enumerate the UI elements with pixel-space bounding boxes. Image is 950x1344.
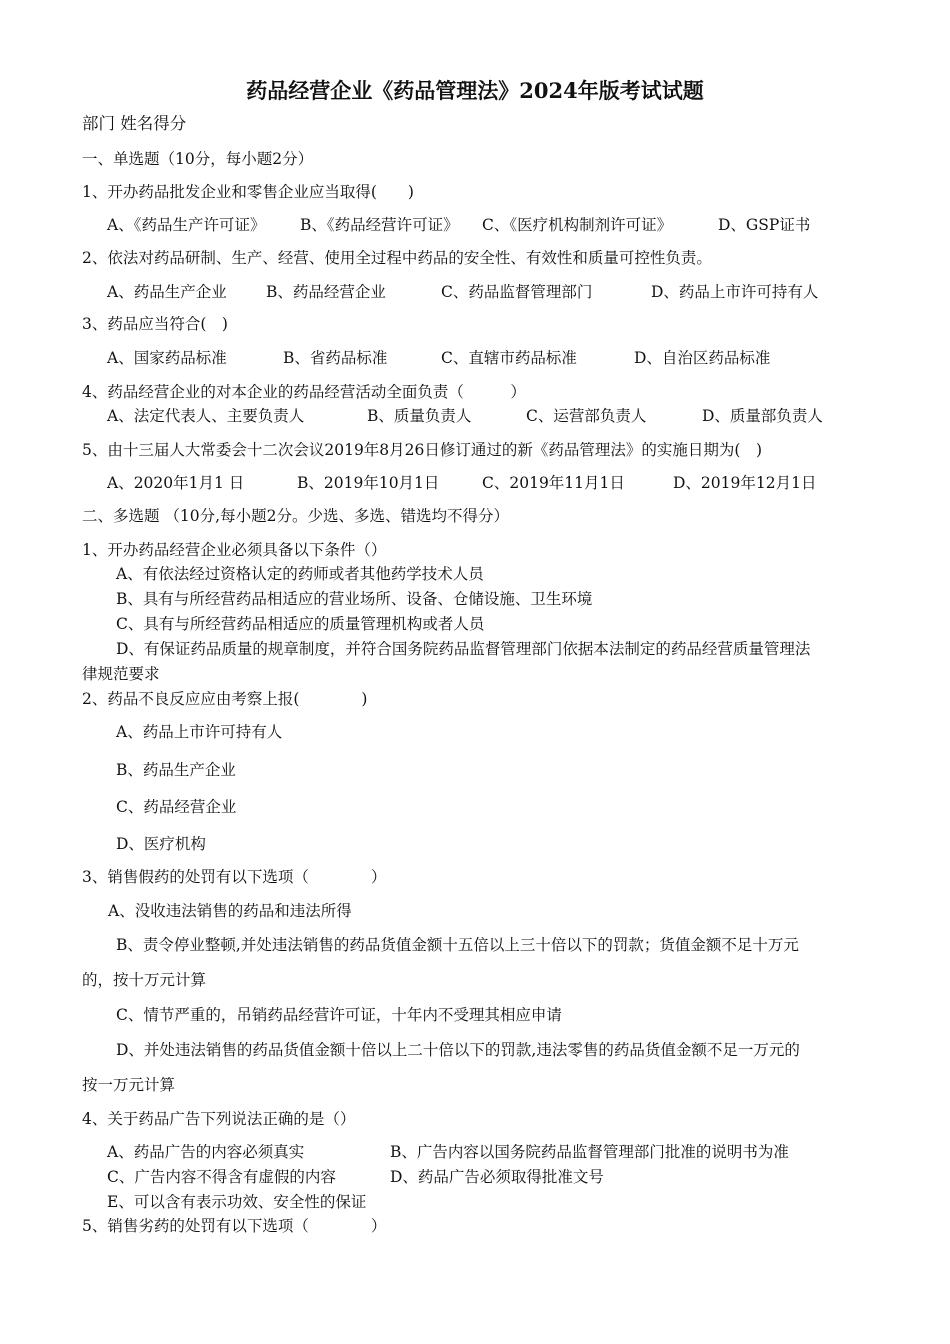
option-d: D、药品广告必须取得批准文号 xyxy=(390,1168,604,1186)
option-b: B、具有与所经营药品相适应的营业场所、设备、仓储设施、卫生环境 xyxy=(116,590,593,608)
option-d-continued: 律规范要求 xyxy=(82,665,160,683)
option-d: D、自治区药品标准 xyxy=(634,349,771,367)
question-stem: 2、依法对药品研制、生产、经营、使用全过程中药品的安全性、有效性和质量可控性负责。 xyxy=(82,249,712,267)
page-title: 药品经营企业《药品管理法》2024年版考试试题 xyxy=(246,78,704,103)
option-a: A、药品广告的内容必须真实 xyxy=(107,1143,305,1161)
option-a: A、2020年1月1 日 xyxy=(107,474,245,492)
option-d: D、有保证药品质量的规章制度，并符合国务院药品监督管理部门依据本法制定的药品经营质量管理法 xyxy=(116,640,811,658)
section-heading-multiple-choice: 二、多选题 （10分,每小题2分。少选、多选、错选均不得分） xyxy=(82,507,509,525)
option-e: E、可以含有表示功效、安全性的保证 xyxy=(107,1193,367,1211)
option-d: D、2019年12月1日 xyxy=(673,474,817,492)
option-b: B、责令停业整顿,并处违法销售的药品货值金额十五倍以上三十倍以下的罚款；货值金额不足十万元 xyxy=(116,936,799,954)
option-c: C、药品经营企业 xyxy=(116,798,237,816)
option-a: A、国家药品标准 xyxy=(107,349,227,367)
option-c: C、药品监督管理部门 xyxy=(441,283,593,301)
option-c: C、直辖市药品标准 xyxy=(441,349,577,367)
option-d: D、质量部负责人 xyxy=(702,407,823,425)
option-b: B、2019年10月1日 xyxy=(297,474,440,492)
question-stem: 4、关于药品广告下列说法正确的是（） xyxy=(82,1110,356,1128)
question-stem: 3、销售假药的处罚有以下选项（ ） xyxy=(82,868,387,886)
option-d: D、并处违法销售的药品货值金额十倍以上二十倍以下的罚款,违法零售的药品货值金额不足一万元的 xyxy=(116,1041,800,1059)
question-stem: 5、销售劣药的处罚有以下选项（ ） xyxy=(82,1217,387,1235)
option-b: B、广告内容以国务院药品监督管理部门批准的说明书为准 xyxy=(390,1143,789,1161)
question-stem: 1、开办药品经营企业必须具备以下条件（） xyxy=(82,541,387,559)
option-a: A、有依法经过资格认定的药师或者其他药学技术人员 xyxy=(116,565,484,583)
option-b: B、药品经营企业 xyxy=(266,283,386,301)
question-stem: 2、药品不良反应应由考察上报( ) xyxy=(82,690,368,708)
option-c: C、广告内容不得含有虚假的内容 xyxy=(107,1168,336,1186)
option-a: A、《药品生产许可证》 xyxy=(107,216,266,234)
option-c: C、2019年11月1日 xyxy=(482,474,625,492)
option-b-continued: 的，按十万元计算 xyxy=(82,971,207,989)
option-d: D、GSP证书 xyxy=(718,216,811,234)
option-b: B、质量负责人 xyxy=(367,407,472,425)
option-c: C、《医疗机构制剂许可证》 xyxy=(482,216,673,234)
header-line: 部门 姓名得分 xyxy=(82,114,187,133)
option-b: B、省药品标准 xyxy=(283,349,388,367)
option-d-continued: 按一万元计算 xyxy=(82,1076,176,1094)
option-c: C、情节严重的，吊销药品经营许可证，十年内不受理其相应申请 xyxy=(116,1006,562,1024)
option-a: A、没收违法销售的药品和违法所得 xyxy=(108,902,352,920)
question-stem: 5、由十三届人大常委会十二次会议2019年8月26日修订通过的新《药品管理法》的实施日期为( ) xyxy=(82,441,762,459)
option-b: B、《药品经营许可证》 xyxy=(300,216,459,234)
option-c: C、运营部负责人 xyxy=(526,407,647,425)
option-c: C、具有与所经营药品相适应的质量管理机构或者人员 xyxy=(116,615,485,633)
option-b: B、药品生产企业 xyxy=(116,761,236,779)
section-heading-single-choice: 一、单选题（10分，每小题2分） xyxy=(82,150,314,168)
question-stem: 1、开办药品批发企业和零售企业应当取得( ) xyxy=(82,183,414,201)
option-a: A、法定代表人、主要负责人 xyxy=(107,407,305,425)
question-stem: 3、药品应当符合( ) xyxy=(82,315,228,333)
option-d: D、医疗机构 xyxy=(116,835,206,853)
option-a: A、药品生产企业 xyxy=(107,283,227,301)
option-a: A、药品上市许可持有人 xyxy=(116,723,283,741)
question-stem: 4、药品经营企业的对本企业的药品经营活动全面负责（ ） xyxy=(82,383,526,401)
option-d: D、药品上市许可持有人 xyxy=(651,283,819,301)
